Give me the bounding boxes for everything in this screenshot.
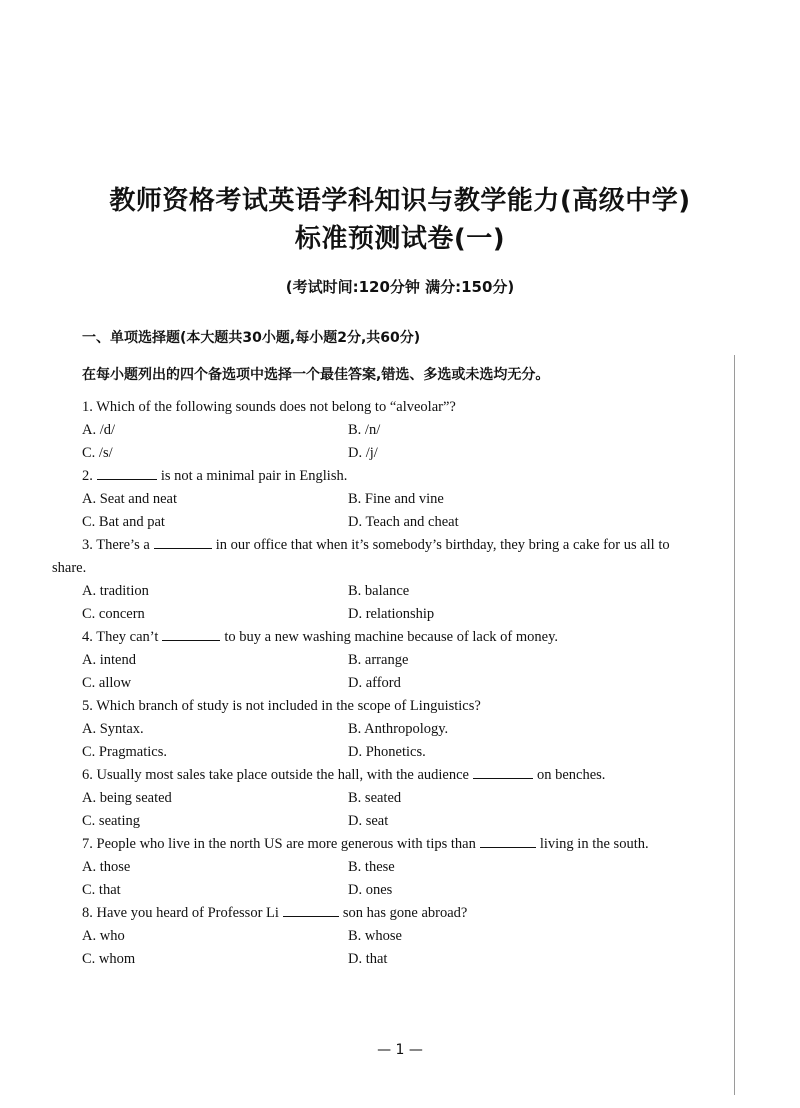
question-4 — [52, 626, 670, 695]
option-c: C. /s/ — [82, 445, 113, 461]
question-stem — [52, 764, 670, 787]
option-d: D. ones — [348, 882, 393, 898]
option-a: A. being seated — [82, 790, 172, 806]
option-a: A. those — [82, 859, 131, 875]
answer-blank — [162, 626, 220, 641]
question-stem — [52, 534, 670, 580]
stem-after: in our office that when it’s somebody’s birthday, they bring a cake for us all to share. — [52, 537, 670, 576]
option-a: A. Seat and neat — [82, 491, 178, 507]
option-d: D. Teach and cheat — [348, 514, 459, 530]
exam-time-score: (考试时间:120分钟 满分:150分) — [285, 278, 515, 296]
answer-blank — [480, 833, 536, 848]
option-b: B. Anthropology. — [348, 721, 449, 737]
question-stem — [52, 626, 670, 649]
question-stem: 5. Which branch of study is not included in the scope of Linguistics? — [82, 698, 481, 714]
option-b: B. /n/ — [348, 422, 381, 438]
section-heading: 一、单项选择题(本大题共30小题,每小题2分,共60分) — [82, 330, 421, 346]
option-b: B. whose — [348, 928, 402, 944]
question-stem — [52, 833, 670, 856]
answer-blank — [283, 902, 339, 917]
exam-title-line1: 教师资格考试英语学科知识与教学能力(高级中学) — [109, 186, 691, 216]
stem-before: 7. People who live in the north US are more generous with tips than — [82, 836, 476, 852]
option-a: A. Syntax. — [82, 721, 144, 737]
stem-before: 8. Have you heard of Professor Li — [82, 905, 279, 921]
option-d: D. seat — [348, 813, 389, 829]
stem-before: 4. They can’t — [82, 629, 159, 645]
section-instruction: 在每小题列出的四个备选项中选择一个最佳答案,错选、多选或未选均无分。 — [82, 367, 550, 383]
scan-edge-line — [734, 355, 735, 1095]
option-b: B. seated — [348, 790, 402, 806]
option-c: C. Bat and pat — [82, 514, 165, 530]
stem-after: living in the south. — [539, 836, 649, 852]
stem-before: 6. Usually most sales take place outside the hall, with the audience — [82, 767, 469, 783]
question-stem — [52, 465, 670, 488]
stem-after: son has gone abroad? — [342, 905, 468, 921]
stem-after: to buy a new washing machine because of lack of money. — [224, 629, 559, 645]
option-a: A. tradition — [82, 583, 149, 599]
option-d: D. that — [348, 951, 388, 967]
question-1 — [52, 396, 670, 465]
option-c: C. Pragmatics. — [82, 744, 167, 760]
option-c: C. concern — [82, 606, 145, 622]
question-stem: 1. Which of the following sounds does not belong to “alveolar”? — [82, 399, 456, 415]
question-7 — [52, 833, 670, 902]
option-b: B. arrange — [348, 652, 409, 668]
answer-blank — [97, 465, 157, 480]
exam-title-line2: 标准预测试卷(一) — [294, 224, 506, 254]
option-c: C. whom — [82, 951, 136, 967]
option-c: C. seating — [82, 813, 140, 829]
option-c: C. allow — [82, 675, 132, 691]
question-6 — [52, 764, 670, 833]
option-b: B. balance — [348, 583, 410, 599]
question-3 — [52, 534, 670, 626]
question-list — [52, 396, 670, 971]
answer-blank — [473, 764, 533, 779]
option-a: A. intend — [82, 652, 136, 668]
stem-before: 3. There’s a — [82, 537, 150, 553]
option-b: B. Fine and vine — [348, 491, 444, 507]
option-b: B. these — [348, 859, 395, 875]
option-d: D. /j/ — [348, 445, 378, 461]
answer-blank — [154, 534, 212, 549]
stem-after: is not a minimal pair in English. — [160, 468, 348, 484]
question-8 — [52, 902, 670, 971]
page-number: — 1 — — [377, 1042, 423, 1058]
option-d: D. Phonetics. — [348, 744, 426, 760]
question-2 — [52, 465, 670, 534]
question-5 — [52, 695, 670, 764]
stem-after: on benches. — [536, 767, 606, 783]
option-a: A. who — [82, 928, 125, 944]
option-d: D. afford — [348, 675, 401, 691]
option-c: C. that — [82, 882, 121, 898]
option-a: A. /d/ — [82, 422, 116, 438]
option-d: D. relationship — [348, 606, 435, 622]
question-stem — [52, 902, 670, 925]
stem-before: 2. — [82, 468, 93, 484]
